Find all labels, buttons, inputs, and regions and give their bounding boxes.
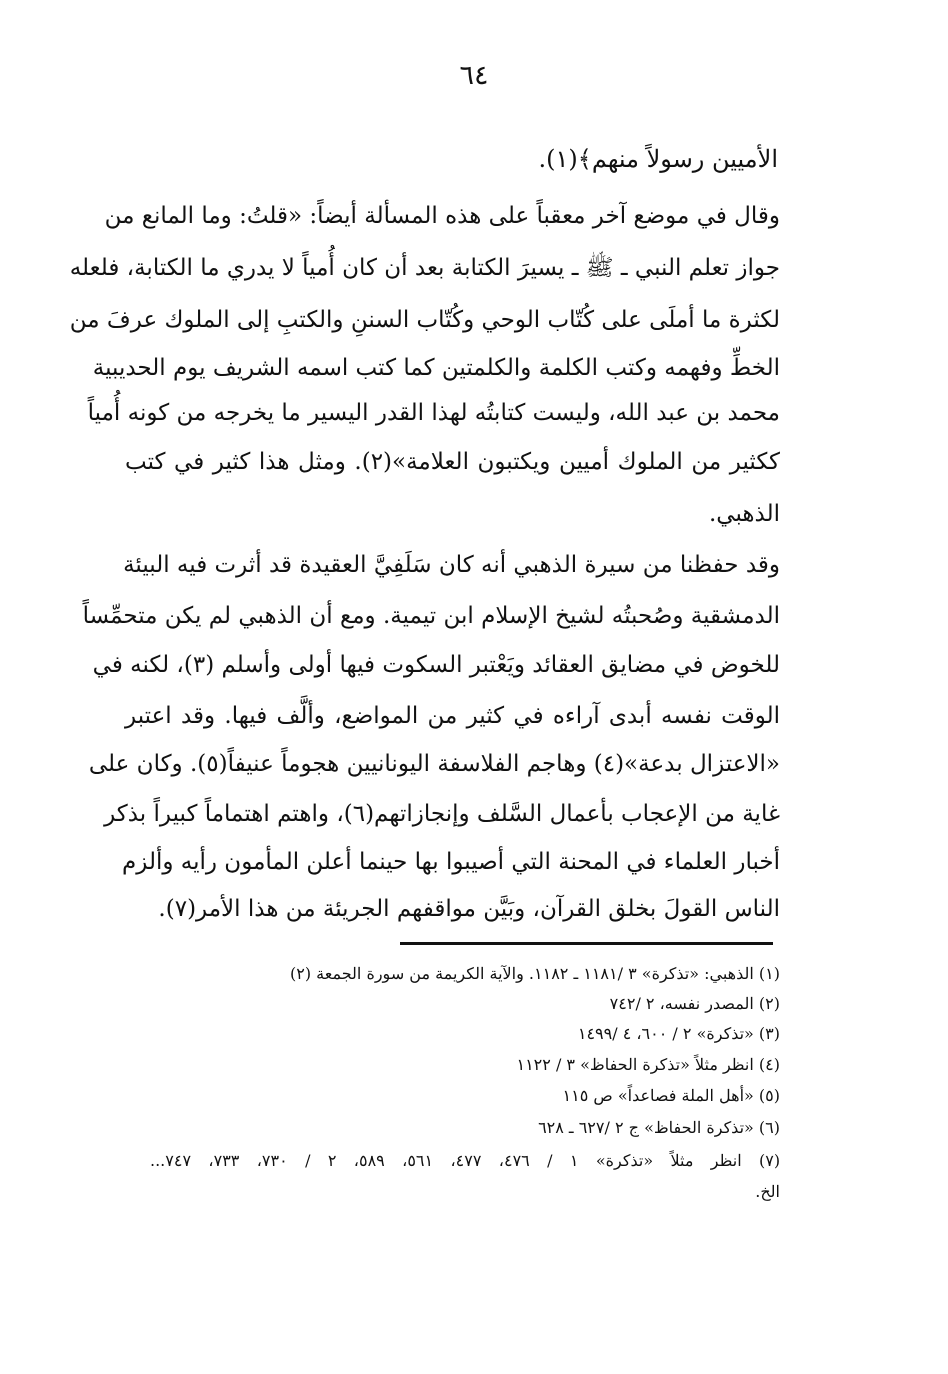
paragraph-line: ككثير من الملوك أميين ويكتبون العلامة»(٢). ومثل هذا كثير في كتب <box>125 449 780 475</box>
footnote: (٣) «تذكرة» ٢ / ٦٠٠، ٤ /١٤٩٩ <box>577 1024 780 1043</box>
paragraph-line: الوقت نفسه أبدى آراءه في كثير من المواضع، وألَّف فيها. وقد اعتبر <box>125 703 780 729</box>
footnote: (٤) انظر مثلاً «تذكرة الحفاظ» ٣ / ١١٢٢ <box>516 1055 780 1074</box>
page-number: ٦٤ <box>459 60 489 91</box>
paragraph-line: غاية من الإعجاب بأعمال السَّلف وإنجازاتهم(٦)، واهتم اهتماماً كبيراً بذكر <box>104 801 780 827</box>
paragraph-line: وقال في موضع آخر معقباً على هذه المسألة أيضاً: «قلتُ: وما المانع من <box>104 203 780 229</box>
paragraph-line: الخطِّ وفهمه وكتب الكلمة والكلمتين كما كتب اسمه الشريف يوم الحديبية <box>92 355 780 381</box>
paragraph-line: الناس القولَ بخلق القرآن، وبَيَّن مواقفهم الجريئة من هذا الأمر(٧). <box>158 896 780 922</box>
paragraph-line: جواز تعلم النبي ـ ﷺ ـ يسيرَ الكتابة بعد أن كان أُمياً لا يدري ما الكتابة، فلعله <box>69 255 780 281</box>
footnote: (٢) المصدر نفسه، ٢ /٧٤٢ <box>609 994 780 1013</box>
paragraph-line: للخوض في مضايق العقائد ويَعْتبر السكوت فيها أولى وأسلم (٣)، لكنه في <box>92 652 780 678</box>
paragraph-line: الدمشقية وصُحبتُه لشيخ الإسلام ابن تيمية. ومع أن الذهبي لم يكن متحمِّساً <box>82 603 780 629</box>
footnote-continuation: الخ. <box>755 1182 780 1201</box>
opening-line: الأميين رسولاً منهم﴾(١). <box>538 145 778 173</box>
paragraph-line: «الاعتزال بدعة»(٤) وهاجم الفلاسفة اليونانيين هجوماً عنيفاً(٥). وكان على <box>88 751 780 777</box>
footnote: (٥) «أهل الملة فصاعداً» ص ١١٥ <box>562 1086 780 1105</box>
paragraph-line: محمد بن عبد الله، وليست كتابتُه لهذا القدر اليسير ما يخرجه من كونه أُمياً <box>87 400 780 426</box>
paragraph-line: لكثرة ما أملَى على كُتّاب الوحي وكُتّاب السننِ والكتبِ إلى الملوك عرفَ من <box>69 307 780 333</box>
footnote-separator <box>400 942 773 945</box>
footnote: (١) الذهبي: «تذكرة» ٣ /١١٨١ ـ ١١٨٢. والآية الكريمة من سورة الجمعة (٢) <box>289 964 780 983</box>
paragraph-line: الذهبي. <box>708 501 780 527</box>
footnote: (٧) انظر مثلاً «تذكرة» ١ / ٤٧٦، ٤٧٧، ٥٦١، ٥٨٩، ٢ / ٧٣٠، ٧٣٣، ٧٤٧... <box>150 1151 781 1170</box>
footnote: (٦) «تذكرة الحفاظ» ج ٢ /٦٢٧ ـ ٦٢٨ <box>538 1118 780 1137</box>
paragraph-line: وقد حفظنا من سيرة الذهبي أنه كان سَلَفِيَّ العقيدة قد أثرت فيه البيئة <box>123 552 780 578</box>
paragraph-line: أخبار العلماء في المحنة التي أصيبوا بها حينما أعلن المأمون رأيه وألزم <box>122 849 780 875</box>
